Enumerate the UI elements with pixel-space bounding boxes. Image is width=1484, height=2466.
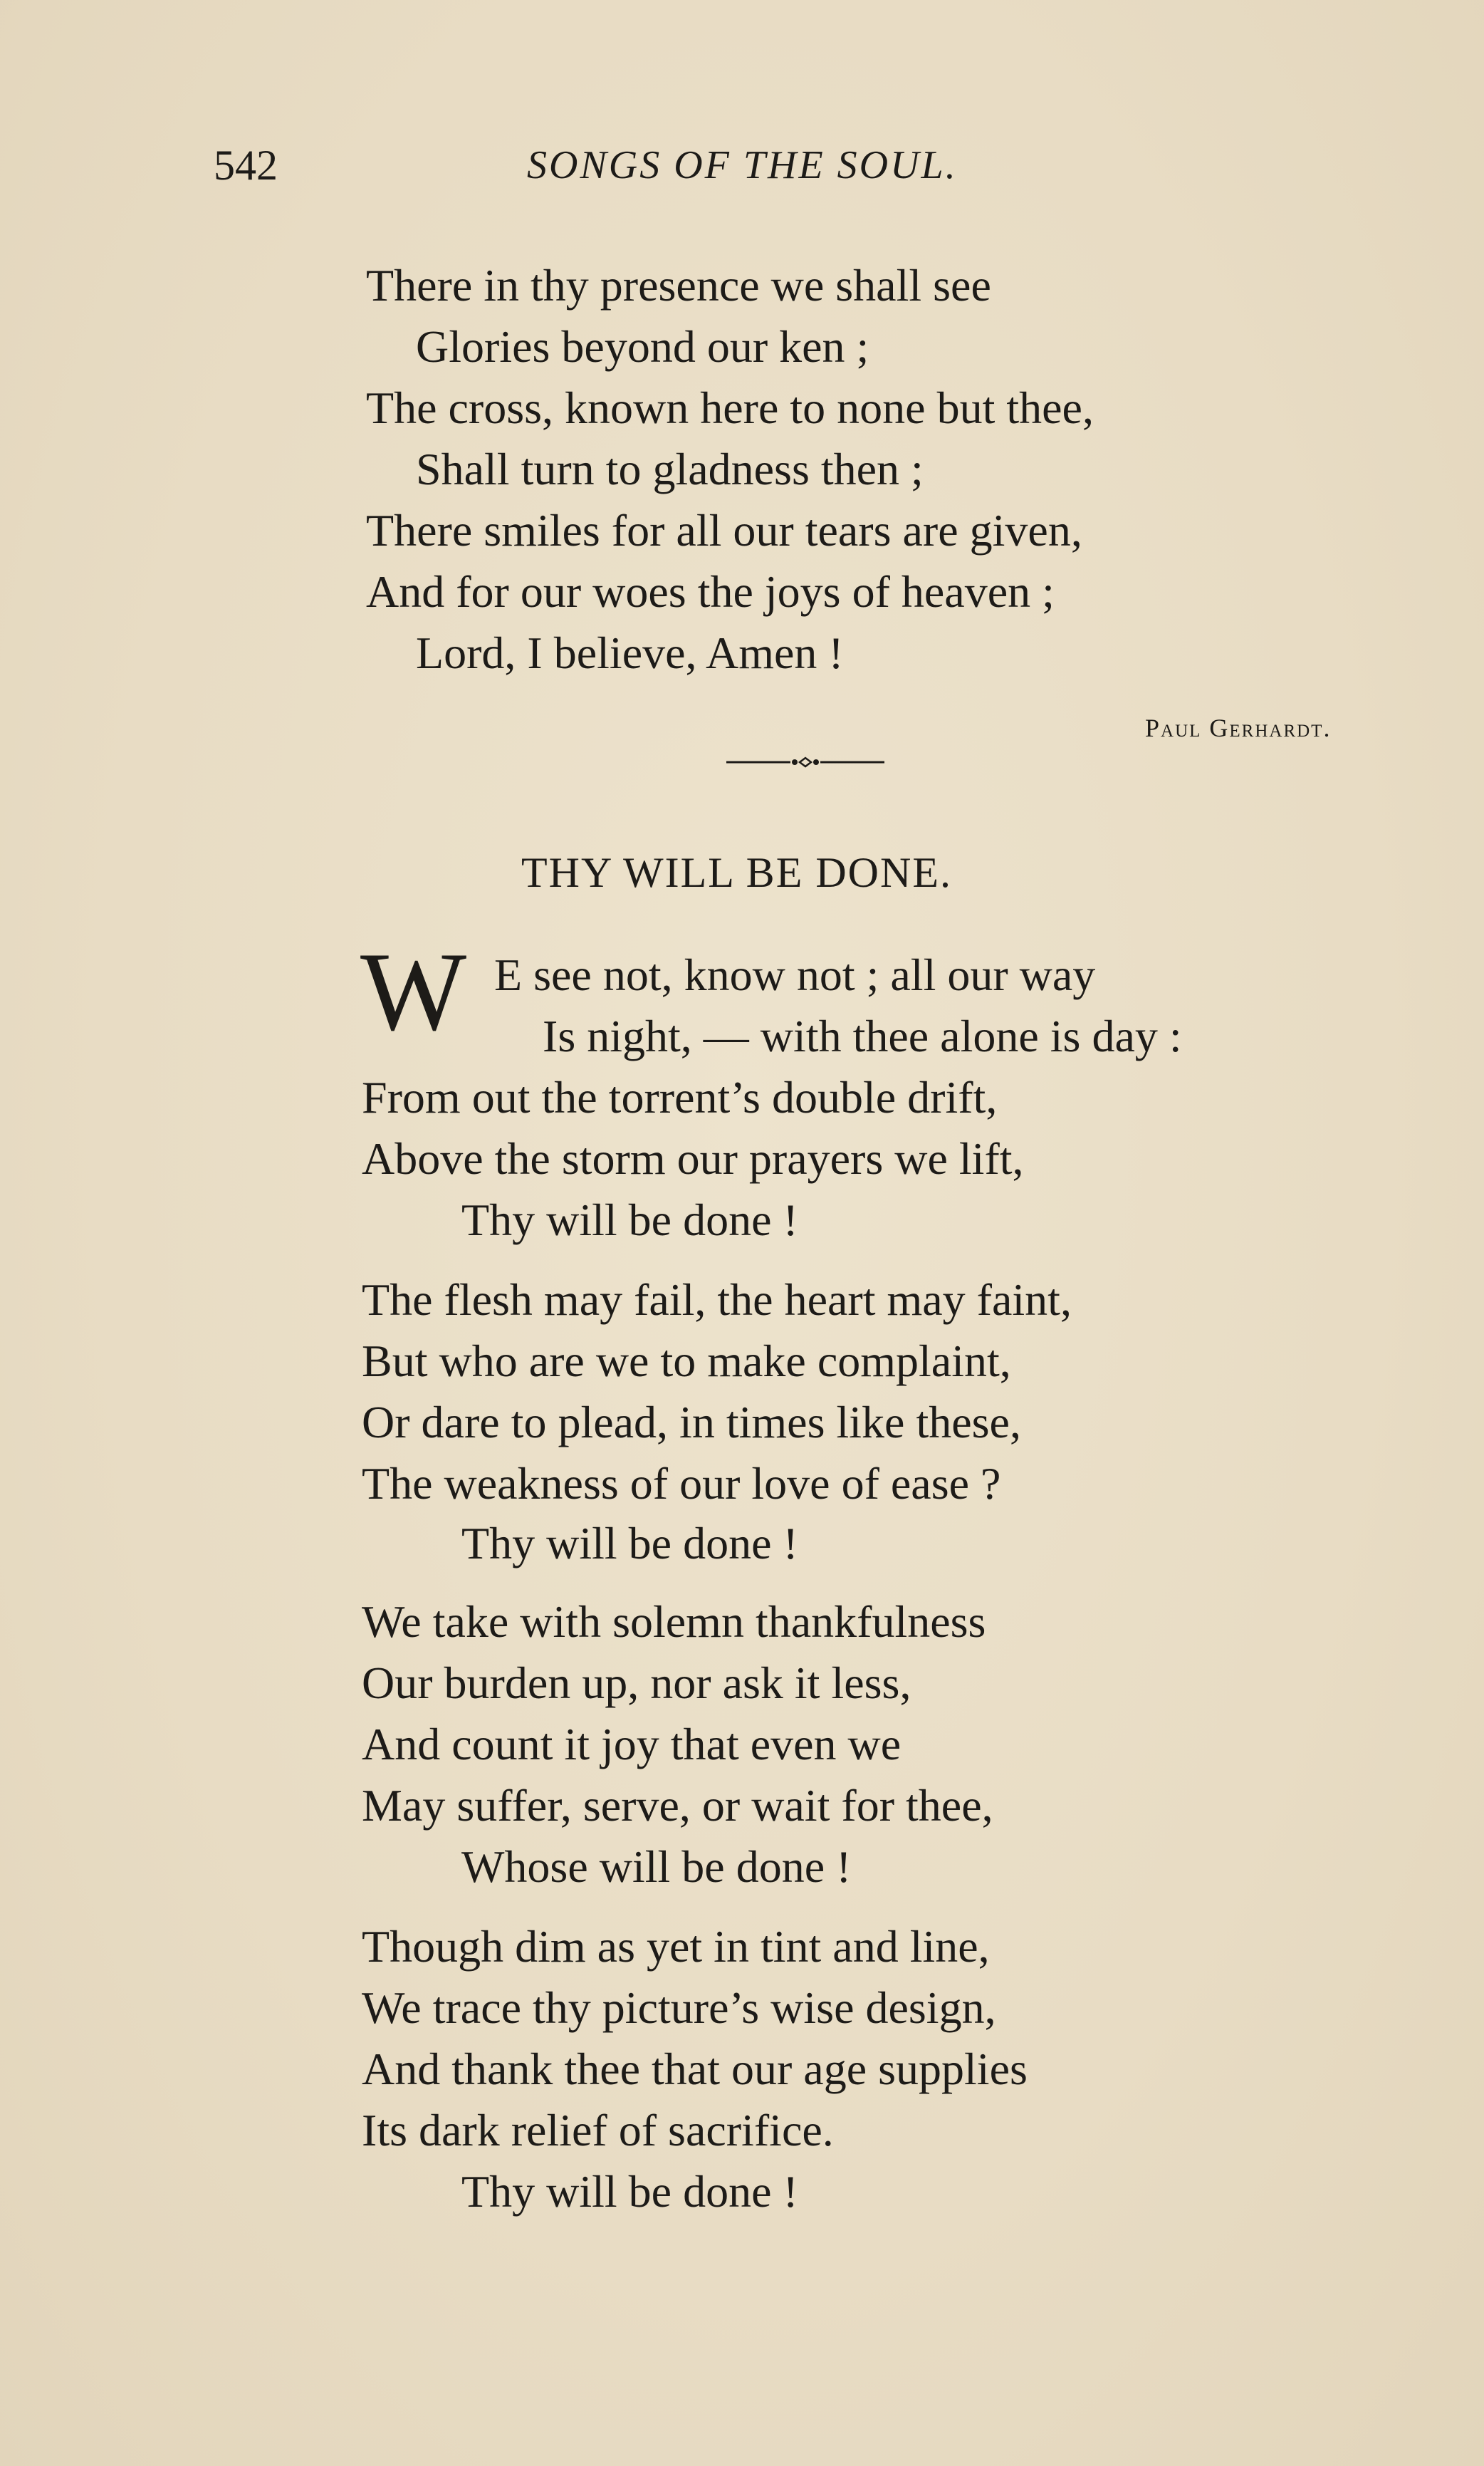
poem-line: Our burden up, nor ask it less, <box>362 1658 911 1708</box>
running-title: SONGS OF THE SOUL. <box>527 143 958 187</box>
poem-line: Above the storm our prayers we lift, <box>362 1133 1024 1184</box>
poem-line: But who are we to make complaint, <box>362 1336 1011 1386</box>
poem-line: Or dare to plead, in times like these, <box>362 1397 1021 1447</box>
poem-line: Is night, — with thee alone is day : <box>543 1011 1182 1061</box>
poem-line: We trace thy picture’s wise design, <box>362 1982 996 2033</box>
section-divider-ornament <box>726 755 884 769</box>
poem-line: From out the torrent’s double drift, <box>362 1072 998 1123</box>
poem-line: Lord, I believe, Amen ! <box>416 628 844 678</box>
poem-line: Glories beyond our ken ; <box>416 321 869 372</box>
poem-line: Shall turn to gladness then ; <box>416 444 924 494</box>
poem-line: Thy will be done ! <box>461 1195 798 1245</box>
poem-line: And for our woes the joys of heaven ; <box>366 566 1055 617</box>
poem-line: Whose will be done ! <box>461 1841 852 1892</box>
poem-line: Thy will be done ! <box>461 1518 798 1568</box>
poem-line: And thank thee that our age supplies <box>362 2044 1028 2094</box>
poem-line: The flesh may fail, the heart may faint, <box>362 1274 1072 1325</box>
poem-line: We take with solemn thankfulness <box>362 1596 986 1647</box>
poem-line: And count it joy that even we <box>362 1719 902 1769</box>
poem-author: Paul Gerhardt. <box>1145 714 1332 742</box>
poem-line: E see not, know not ; all our way <box>494 950 1096 1000</box>
page-number: 542 <box>214 142 278 189</box>
drop-cap: W <box>360 930 467 1054</box>
poem-line: The weakness of our love of ease ? <box>362 1458 1001 1509</box>
poem-line: There smiles for all our tears are given, <box>366 505 1082 556</box>
poem-title: THY WILL BE DONE. <box>521 849 952 896</box>
poem-line: There in thy presence we shall see <box>366 260 991 311</box>
poem-line: May suffer, serve, or wait for thee, <box>362 1780 993 1831</box>
poem-line: The cross, known here to none but thee, <box>366 383 1094 433</box>
poem-line: Its dark relief of sacrifice. <box>362 2105 834 2155</box>
poem-line: Thy will be done ! <box>461 2166 798 2217</box>
poem-line: Though dim as yet in tint and line, <box>362 1921 990 1972</box>
